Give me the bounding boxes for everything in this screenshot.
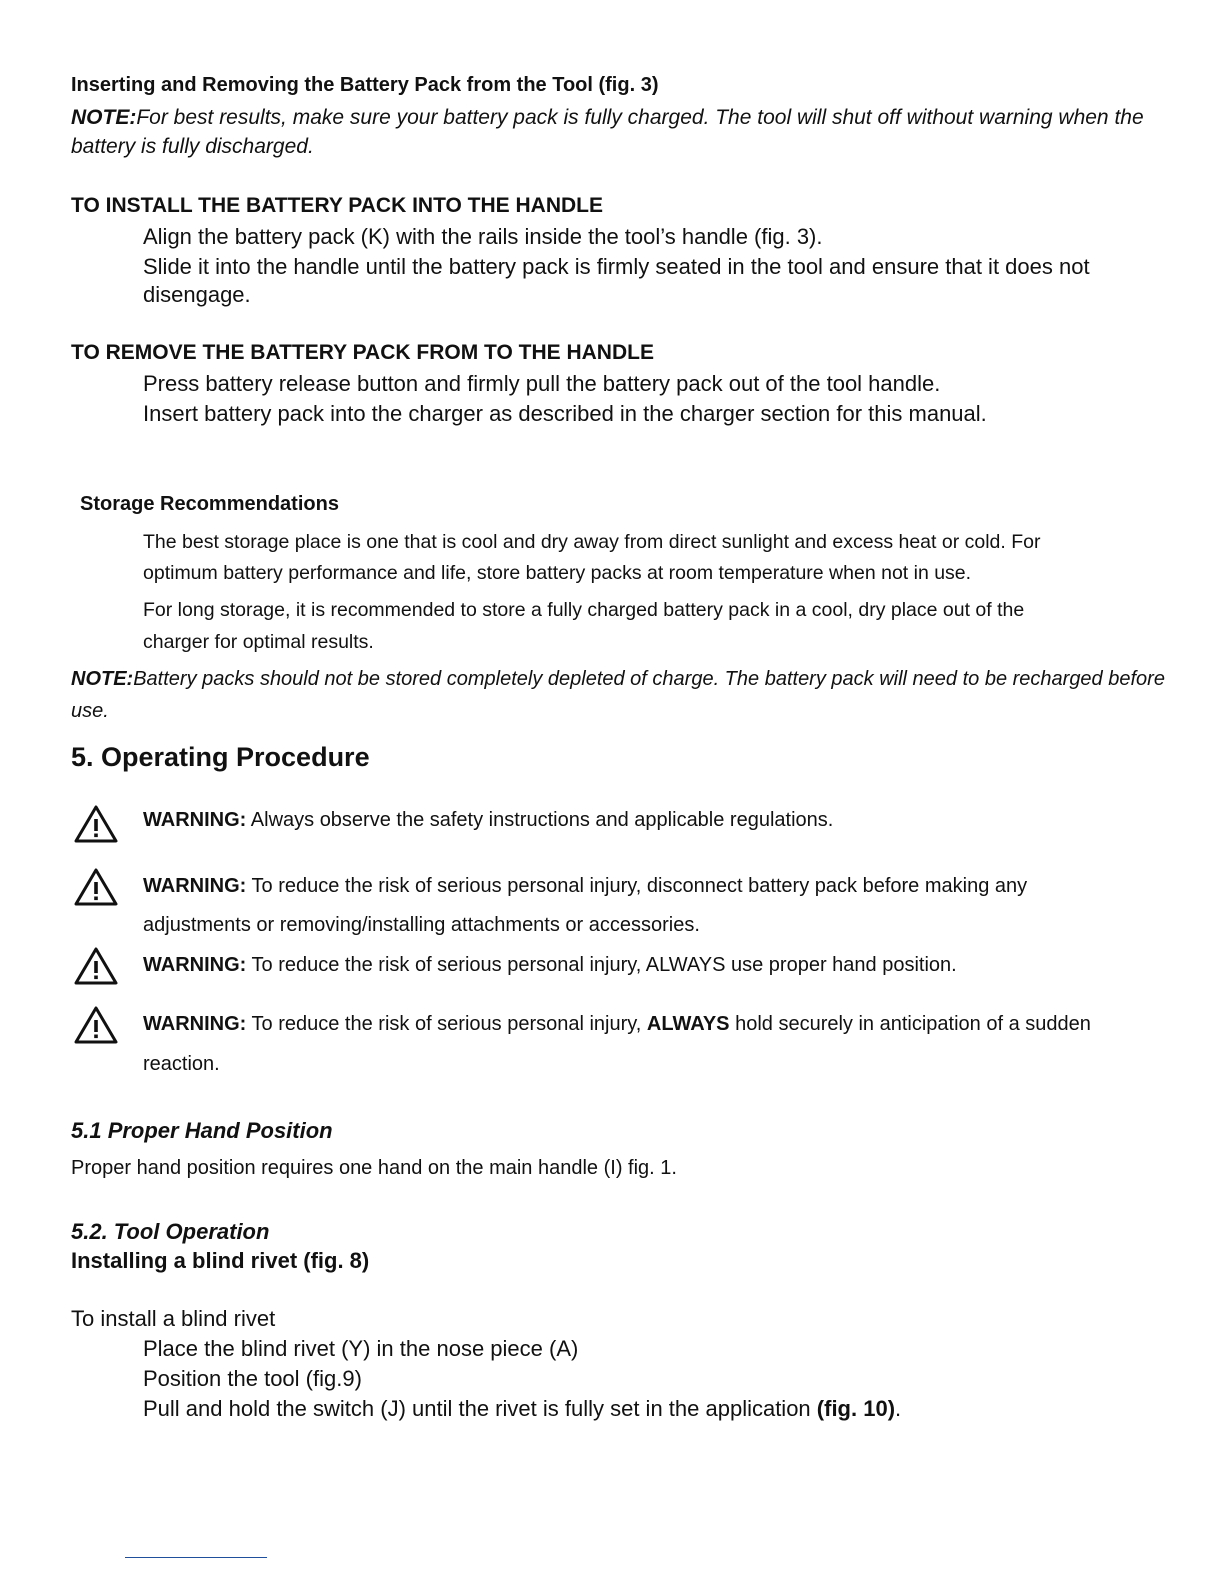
procedure-step-text: Pull and hold the switch (J) until the rivet is fully set in the application	[143, 1396, 817, 1421]
procedure-step	[143, 1396, 901, 1422]
procedure-title: Installing a blind rivet (fig. 8)	[71, 1248, 370, 1273]
battery-note-line-2: battery is fully discharged.	[71, 135, 314, 158]
section-title: 5. Operating Procedure	[71, 742, 370, 772]
install-step: disengage.	[143, 282, 251, 307]
warning-label: WARNING:	[143, 954, 247, 976]
remove-heading: TO REMOVE THE BATTERY PACK FROM TO THE HANDLE	[71, 341, 654, 364]
warning-message: hold securely in anticipation of a sudden	[729, 1013, 1091, 1035]
warning-emphasis: ALWAYS	[646, 1013, 730, 1035]
install-step: Align the battery pack (K) with the rails inside the tool’s handle (fig. 3).	[143, 224, 823, 249]
storage-line: The best storage place is one that is cool and dry away from direct sunlight and excess heat or cold. For	[143, 531, 1041, 553]
note-label: NOTE:	[71, 668, 134, 690]
warning-triangle-icon	[73, 804, 119, 844]
battery-note-text: For best results, make sure your battery pack is fully charged. The tool will shut off without warning when the	[136, 106, 1144, 129]
warning-text	[143, 1013, 1091, 1036]
warning-message: Always observe the safety instructions and applicable regulations.	[250, 809, 834, 831]
warning-message: To reduce the risk of serious personal injury, disconnect battery pack before making any	[251, 875, 1028, 897]
warning-label: WARNING:	[143, 809, 247, 831]
procedure-step: Position the tool (fig.9)	[143, 1366, 362, 1391]
procedure-step-text: .	[895, 1396, 902, 1421]
install-step: Slide it into the handle until the battery pack is firmly seated in the tool and ensure that it does not	[143, 254, 1090, 279]
storage-line: charger for optimal results.	[143, 631, 374, 653]
warning-text	[143, 809, 833, 832]
procedure-intro: To install a blind rivet	[71, 1306, 276, 1331]
storage-heading: Storage Recommendations	[80, 493, 339, 515]
warning-text	[143, 954, 957, 977]
storage-line: For long storage, it is recommended to store a fully charged battery pack in a cool, dry place out of the	[143, 599, 1025, 621]
procedure-step: Place the blind rivet (Y) in the nose piece (A)	[143, 1336, 579, 1361]
warning-message: To reduce the risk of serious personal injury,	[251, 1013, 647, 1035]
warning-text-continued: reaction.	[143, 1053, 220, 1075]
battery-note-line-1	[71, 106, 1144, 130]
storage-note-line-1	[71, 668, 1165, 691]
storage-note-text: Battery packs should not be stored completely depleted of charge. The battery pack will need to be recharged before	[133, 668, 1165, 690]
remove-step: Insert battery pack into the charger as described in the charger section for this manual.	[143, 401, 987, 426]
warning-label: WARNING:	[143, 1013, 247, 1035]
subsection-title: 5.1 Proper Hand Position	[71, 1118, 333, 1143]
note-label: NOTE:	[71, 106, 137, 129]
battery-section-heading: Inserting and Removing the Battery Pack from the Tool (fig. 3)	[71, 74, 659, 96]
storage-line: optimum battery performance and life, store battery packs at room temperature when not in use.	[143, 562, 972, 584]
warning-triangle-icon	[73, 1005, 119, 1045]
warning-text-continued: adjustments or removing/installing attachments or accessories.	[143, 914, 700, 936]
storage-note-line-2: use.	[71, 700, 109, 722]
footer-rule	[125, 1557, 267, 1558]
remove-step: Press battery release button and firmly pull the battery pack out of the tool handle.	[143, 371, 941, 396]
subsection-title: 5.2. Tool Operation	[71, 1219, 270, 1244]
warning-triangle-icon	[73, 946, 119, 986]
warning-triangle-icon	[73, 867, 119, 907]
hand-position-text: Proper hand position requires one hand on the main handle (I) fig. 1.	[71, 1157, 677, 1179]
install-heading: TO INSTALL THE BATTERY PACK INTO THE HANDLE	[71, 194, 604, 217]
figure-reference: (fig. 10)	[816, 1396, 896, 1421]
warning-message: To reduce the risk of serious personal injury, ALWAYS use proper hand position.	[251, 954, 957, 976]
warning-text	[143, 875, 1027, 898]
warning-label: WARNING:	[143, 875, 247, 897]
